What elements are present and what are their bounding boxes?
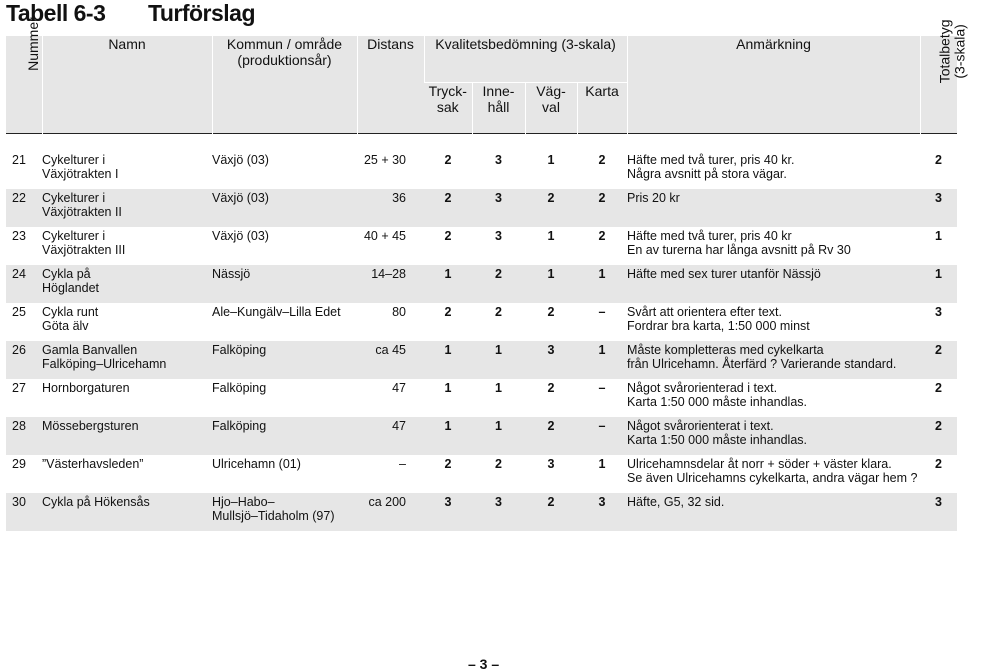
cell-anmarkning-line: Ulricehamnsdelar åt norr + söder + väster klara. (627, 457, 892, 471)
cell-namn (42, 303, 212, 341)
header-separator (6, 134, 957, 152)
header-karta-label: Karta (585, 82, 619, 99)
cell-anmarkning-line: Något svårorienterat i text. (627, 419, 774, 433)
cell-nummer: 24 (6, 265, 42, 303)
cell-trycksak: 2 (424, 189, 472, 227)
header-nummer (6, 17, 42, 134)
cell-vagval: 1 (547, 229, 555, 243)
cell-kommun (212, 227, 357, 265)
cell-anmarkning-line: Pris 20 kr (627, 191, 680, 205)
header-totalbetyg-line2: (3-skala) (951, 24, 968, 79)
cell-trycksak: 2 (444, 457, 452, 471)
cell-kommun-line: Växjö (03) (212, 229, 269, 243)
cell-vagval: 3 (525, 341, 577, 379)
cell-distans: 47 (392, 381, 406, 395)
cell-nummer: 29 (12, 457, 26, 471)
cell-vagval: 1 (525, 265, 577, 303)
cell-anmarkning (627, 417, 920, 455)
cell-distans: 80 (392, 305, 406, 319)
header-kommun-line1: Kommun / område (226, 36, 343, 52)
table-body (6, 134, 957, 532)
cell-namn-line: Växjötrakten I (42, 167, 119, 182)
cell-kommun-line: Ulricehamn (01) (212, 457, 301, 471)
cell-innehall: 2 (472, 265, 525, 303)
cell-namn-line: Cykla på (42, 267, 91, 281)
table-row (6, 341, 957, 379)
cell-namn-line: Göta älv (42, 319, 89, 334)
cell-trycksak: 1 (444, 381, 452, 395)
cell-nummer: 23 (12, 229, 26, 243)
table-row (6, 379, 957, 417)
cell-nummer: 30 (6, 493, 42, 531)
header-karta (577, 82, 627, 133)
cell-innehall: 1 (495, 381, 502, 395)
cell-nummer: 21 (12, 153, 26, 167)
cell-kommun (212, 303, 357, 341)
tour-table (6, 17, 968, 531)
cell-vagval: 1 (547, 153, 555, 167)
cell-nummer: 22 (6, 189, 42, 227)
cell-namn (42, 189, 212, 227)
cell-namn (42, 417, 212, 455)
cell-namn (42, 493, 212, 531)
cell-karta: 1 (577, 341, 627, 379)
cell-anmarkning (627, 189, 920, 227)
table-row (6, 265, 957, 303)
cell-kommun-line: Nässjö (212, 267, 251, 281)
cell-trycksak: 1 (424, 417, 472, 455)
cell-kommun (212, 265, 357, 303)
cell-karta: – (598, 381, 606, 395)
cell-karta: – (598, 305, 606, 319)
cell-namn (42, 227, 212, 265)
cell-kommun (212, 493, 357, 531)
cell-anmarkning (627, 341, 920, 379)
cell-vagval: 2 (547, 381, 555, 395)
cell-kommun-line: Hjo–Habo– (212, 495, 275, 509)
cell-kommun (212, 417, 357, 455)
header-nummer-label: Nummer (24, 17, 41, 71)
cell-innehall: 2 (495, 305, 502, 319)
cell-kommun-line: Falköping (212, 419, 267, 433)
cell-innehall: 3 (472, 189, 525, 227)
cell-trycksak: 2 (444, 153, 452, 167)
cell-anmarkning-line: Något svårorienterad i text. (627, 381, 778, 395)
header-kvalitet (424, 36, 627, 82)
header-totalbetyg-label (937, 19, 968, 83)
header-totalbetyg-line1: Totalbetyg (936, 19, 953, 84)
cell-kommun-line: Växjö (03) (212, 191, 269, 205)
header-namn-label: Namn (108, 36, 146, 52)
cell-anmarkning-line: från Ulricehamn. Återfärd ? Varierande standard. (627, 357, 897, 372)
cell-anmarkning-line: Måste kompletteras med cykelkarta (627, 343, 824, 357)
cell-namn-line: Växjötrakten III (42, 243, 126, 258)
cell-innehall: 3 (495, 153, 502, 167)
cell-totalbetyg: 1 (920, 265, 957, 303)
cell-distans: – (399, 457, 406, 471)
cell-namn (42, 265, 212, 303)
cell-namn-line: Hornborgaturen (42, 381, 130, 395)
cell-distans: ca 45 (357, 341, 424, 379)
cell-anmarkning-line: Fordrar bra karta, 1:50 000 minst (627, 319, 810, 334)
table-row (6, 417, 957, 455)
cell-distans: ca 200 (357, 493, 424, 531)
cell-totalbetyg: 1 (935, 229, 942, 243)
header-totalbetyg (920, 19, 968, 134)
cell-nummer: 25 (12, 305, 26, 319)
cell-karta: 3 (577, 493, 627, 531)
cell-karta: 2 (598, 229, 606, 243)
cell-vagval: 2 (525, 417, 577, 455)
cell-innehall: 1 (472, 341, 525, 379)
cell-namn-line: Växjötrakten II (42, 205, 122, 220)
cell-trycksak: 2 (444, 305, 452, 319)
cell-kommun-line: Falköping (212, 381, 267, 395)
cell-vagval: 2 (547, 305, 555, 319)
cell-nummer: 27 (12, 381, 26, 395)
cell-totalbetyg: 2 (935, 381, 942, 395)
cell-nummer: 28 (6, 417, 42, 455)
cell-distans: 14–28 (357, 265, 424, 303)
cell-karta: 1 (598, 457, 606, 471)
table-row (6, 303, 957, 341)
table-row (6, 189, 957, 227)
cell-vagval: 2 (525, 493, 577, 531)
cell-anmarkning-line: Häfte med två turer, pris 40 kr (627, 229, 792, 243)
cell-kommun-line: Falköping (212, 343, 267, 357)
cell-totalbetyg: 2 (935, 153, 942, 167)
page-number: – 3 – (468, 656, 500, 672)
header-innehall-line2: håll (487, 98, 510, 115)
header-anmarkning-label: Anmärkning (736, 36, 811, 52)
cell-namn-line: ”Västerhavsleden” (42, 457, 144, 471)
header-anmarkning (627, 36, 920, 134)
table-title: Turförslag (148, 0, 256, 26)
cell-namn-line: Mössebergsturen (42, 419, 139, 433)
cell-anmarkning (627, 265, 920, 303)
cell-anmarkning-line: Några avsnitt på stora vägar. (627, 167, 787, 182)
table-header (6, 17, 968, 134)
header-namn (42, 36, 212, 134)
cell-anmarkning (627, 455, 920, 493)
cell-vagval: 2 (525, 189, 577, 227)
cell-anmarkning-line: En av turerna har långa avsnitt på Rv 30 (627, 243, 851, 258)
cell-anmarkning-line: Karta 1:50 000 måste inhandlas. (627, 433, 808, 448)
cell-namn-line: Cykla på Hökensås (42, 495, 150, 509)
cell-totalbetyg: 3 (920, 189, 957, 227)
cell-namn (42, 151, 212, 189)
cell-anmarkning-line: Se även Ulricehamns cykelkarta, andra vägar hem ? (627, 471, 918, 486)
cell-namn-line: Cykla runt (42, 305, 99, 319)
cell-kommun (212, 455, 357, 493)
cell-distans: 47 (357, 417, 424, 455)
cell-kommun (212, 151, 357, 189)
header-trycksak-line2: sak (436, 98, 459, 115)
cell-anmarkning-line: Häfte, G5, 32 sid. (627, 495, 725, 509)
cell-namn-line: Höglandet (42, 281, 99, 296)
cell-namn (42, 455, 212, 493)
header-innehall-line1: Inne- (482, 82, 515, 99)
cell-trycksak: 2 (444, 229, 452, 243)
cell-anmarkning-line: Karta 1:50 000 måste inhandlas. (627, 395, 808, 410)
cell-distans: 40 + 45 (363, 229, 406, 243)
header-kvalitet-label: Kvalitetsbedömning (3-skala) (435, 36, 616, 52)
header-distans-label: Distans (367, 36, 414, 52)
cell-totalbetyg: 3 (920, 493, 957, 531)
cell-anmarkning (627, 379, 920, 417)
header-innehall (472, 82, 525, 133)
table-number: Tabell 6-3 (6, 0, 106, 26)
cell-namn-line: Cykelturer i (42, 191, 106, 205)
header-vagval (525, 82, 577, 133)
cell-kommun-line: Ale–Kungälv–Lilla Edet (212, 305, 341, 319)
cell-totalbetyg: 2 (920, 341, 957, 379)
cell-anmarkning (627, 227, 920, 265)
cell-namn (42, 341, 212, 379)
header-trycksak-line1: Tryck- (428, 82, 467, 99)
cell-kommun (212, 189, 357, 227)
cell-kommun (212, 341, 357, 379)
header-distans (357, 36, 424, 134)
header-kommun-line2: (produktionsår) (237, 52, 332, 69)
cell-namn (42, 379, 212, 417)
cell-vagval: 3 (547, 457, 555, 471)
cell-trycksak: 1 (424, 341, 472, 379)
cell-anmarkning-line: Häfte med sex turer utanför Nässjö (627, 267, 821, 281)
cell-karta: 2 (577, 189, 627, 227)
cell-innehall: 2 (495, 457, 502, 471)
table-row (6, 151, 957, 189)
cell-namn-line: Cykelturer i (42, 153, 106, 167)
header-vagval-line2: val (542, 98, 560, 115)
cell-anmarkning (627, 303, 920, 341)
cell-namn-line: Gamla Banvallen (42, 343, 138, 357)
cell-totalbetyg: 2 (920, 417, 957, 455)
cell-kommun-line: Mullsjö–Tidaholm (97) (212, 509, 335, 524)
cell-totalbetyg: 3 (935, 305, 942, 319)
cell-anmarkning-line: Häfte med två turer, pris 40 kr. (627, 153, 795, 167)
cell-innehall: 3 (495, 229, 502, 243)
header-kommun (212, 36, 357, 134)
table-row (6, 493, 957, 531)
header-trycksak (424, 82, 472, 133)
cell-karta: – (577, 417, 627, 455)
cell-kommun-line: Växjö (03) (212, 153, 269, 167)
cell-distans: 36 (357, 189, 424, 227)
cell-kommun (212, 379, 357, 417)
cell-distans: 25 + 30 (363, 153, 406, 167)
cell-innehall: 1 (472, 417, 525, 455)
cell-namn-line: Falköping–Ulricehamn (42, 357, 167, 372)
cell-trycksak: 3 (424, 493, 472, 531)
cell-karta: 2 (598, 153, 606, 167)
cell-anmarkning (627, 151, 920, 189)
cell-trycksak: 1 (424, 265, 472, 303)
cell-karta: 1 (577, 265, 627, 303)
table-row (6, 455, 957, 493)
cell-innehall: 3 (472, 493, 525, 531)
cell-totalbetyg: 2 (935, 457, 942, 471)
header-vagval-line1: Väg- (536, 82, 566, 99)
cell-anmarkning (627, 493, 920, 531)
cell-nummer: 26 (6, 341, 42, 379)
cell-anmarkning-line: Svårt att orientera efter text. (627, 305, 782, 319)
table-row (6, 227, 957, 265)
cell-namn-line: Cykelturer i (42, 229, 106, 243)
